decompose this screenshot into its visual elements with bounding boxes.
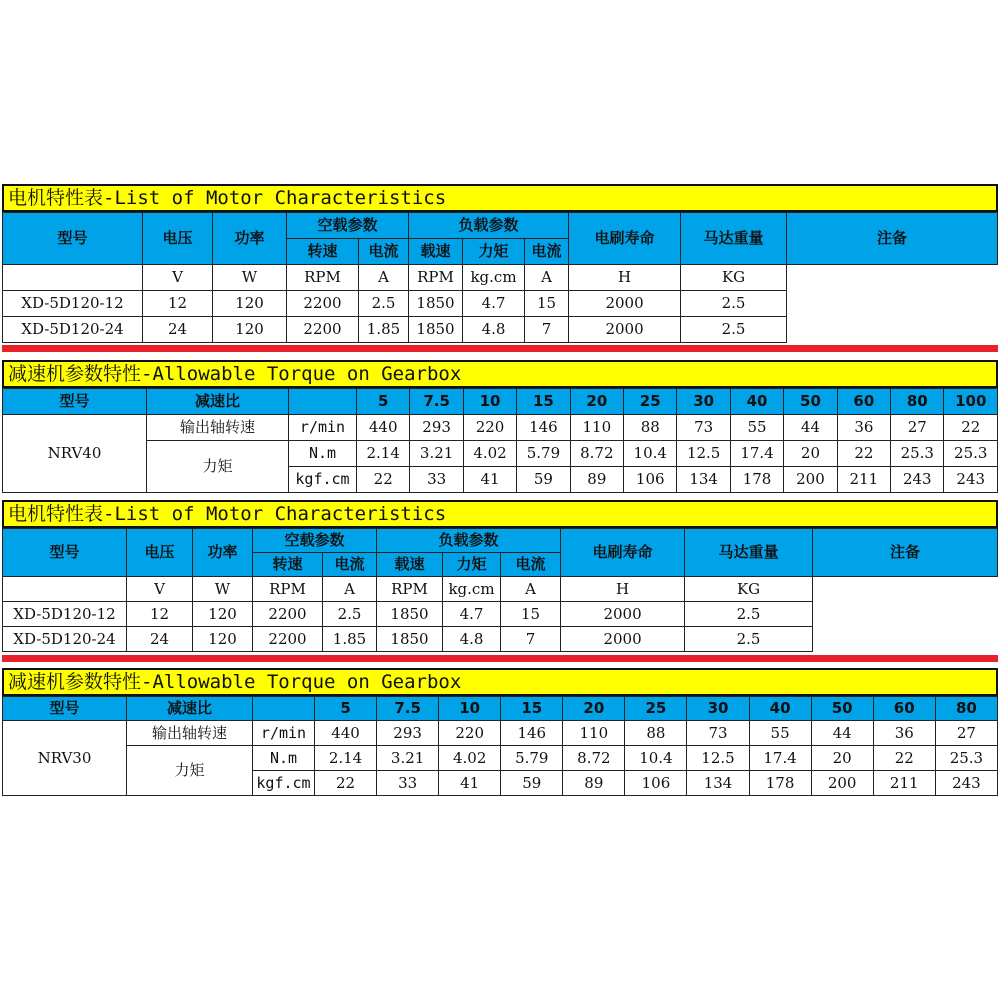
cell: XD-5D120-24: [3, 627, 127, 652]
cell: 36: [837, 415, 890, 441]
cell: 8.72: [563, 746, 625, 771]
cell: 89: [570, 467, 623, 493]
cell: 3.21: [410, 441, 463, 467]
cell: 17.4: [730, 441, 783, 467]
motor-table-1: [2, 184, 998, 343]
cell: 110: [563, 721, 625, 746]
ratio-cell: 60: [837, 389, 890, 415]
cell: 24: [127, 627, 193, 652]
cell: 200: [784, 467, 837, 493]
unit-cell: A: [525, 265, 569, 291]
ratio-cell: 10: [439, 697, 501, 721]
unit-cell: W: [213, 265, 287, 291]
cell: XD-5D120-24: [3, 317, 143, 343]
cell: 15: [501, 602, 561, 627]
header-ratio: 减速比: [147, 389, 289, 415]
cell: 243: [935, 771, 997, 796]
unit-rpm: r/min: [289, 415, 357, 441]
cell: 2200: [253, 627, 323, 652]
cell: 178: [730, 467, 783, 493]
cell: 73: [677, 415, 730, 441]
cell: 178: [749, 771, 811, 796]
unit-cell: [3, 577, 127, 602]
unit-cell: RPM: [409, 265, 463, 291]
ratio-cell: 80: [935, 697, 997, 721]
cell: 12.5: [677, 441, 730, 467]
cell: 2.5: [681, 317, 787, 343]
unit-cell: [3, 265, 143, 291]
motor-table-1-grid: [2, 212, 998, 343]
ratio-cell: 20: [563, 697, 625, 721]
unit-nm: N.m: [253, 746, 315, 771]
notes-cell: [813, 577, 998, 652]
cell: 12: [143, 291, 213, 317]
unit-cell: RPM: [253, 577, 323, 602]
cell: 7: [525, 317, 569, 343]
cell: 88: [624, 415, 677, 441]
cell: 220: [463, 415, 516, 441]
cell: 59: [517, 467, 570, 493]
ratio-cell: 7.5: [410, 389, 463, 415]
cell: 5.79: [517, 441, 570, 467]
ratio-cell: 80: [891, 389, 944, 415]
unit-cell: H: [561, 577, 685, 602]
cell: 5.79: [501, 746, 563, 771]
cell: 4.7: [443, 602, 501, 627]
header-current: 电流: [359, 239, 409, 265]
ratio-cell: 5: [315, 697, 377, 721]
unit-cell: RPM: [377, 577, 443, 602]
table-row: [3, 415, 998, 441]
cell: 24: [143, 317, 213, 343]
notes-cell: [787, 265, 998, 343]
unit-kgfcm: kgf.cm: [253, 771, 315, 796]
cell: 7: [501, 627, 561, 652]
unit-cell: V: [143, 265, 213, 291]
header-ratio: 减速比: [127, 697, 253, 721]
cell: 2000: [569, 317, 681, 343]
cell: 2.5: [323, 602, 377, 627]
cell: 27: [935, 721, 997, 746]
header-speed: 转速: [253, 553, 323, 577]
cell: 120: [193, 627, 253, 652]
header-load: 负载参数: [409, 213, 569, 239]
ratio-cell: 7.5: [377, 697, 439, 721]
cell: 2000: [561, 627, 685, 652]
cell: 2.5: [359, 291, 409, 317]
cell: 2.5: [685, 627, 813, 652]
cell: 4.7: [463, 291, 525, 317]
table-row: [3, 746, 998, 771]
header-power: 功率: [193, 529, 253, 577]
header-load-current: 电流: [501, 553, 561, 577]
cell: 1.85: [323, 627, 377, 652]
cell: 293: [377, 721, 439, 746]
motor-table-2: [2, 500, 998, 652]
header-model: 型号: [3, 697, 127, 721]
gearbox-table-1: [2, 360, 998, 493]
cell: 22: [315, 771, 377, 796]
motor-table-1-title: 电机特性表-List of Motor Characteristics: [2, 184, 998, 212]
cell: 25.3: [935, 746, 997, 771]
unit-cell: kg.cm: [443, 577, 501, 602]
ratio-cell: 30: [677, 389, 730, 415]
gearbox-table-2-grid: [2, 696, 998, 796]
cell: 89: [563, 771, 625, 796]
header-brush-life: 电刷寿命: [569, 213, 681, 265]
divider-bar: [2, 345, 998, 352]
header-speed: 转速: [287, 239, 359, 265]
cell: 55: [749, 721, 811, 746]
cell: 12.5: [687, 746, 749, 771]
cell: 44: [784, 415, 837, 441]
unit-nm: N.m: [289, 441, 357, 467]
cell: 200: [811, 771, 873, 796]
gearbox-table-1-title: 减速机参数特性-Allowable Torque on Gearbox: [2, 360, 998, 388]
cell: 134: [677, 467, 730, 493]
cell: 12: [127, 602, 193, 627]
cell: 243: [891, 467, 944, 493]
unit-cell: KG: [681, 265, 787, 291]
header-unit-blank: [253, 697, 315, 721]
header-load-speed: 载速: [377, 553, 443, 577]
cell: 1850: [377, 627, 443, 652]
cell: 110: [570, 415, 623, 441]
unit-cell: KG: [685, 577, 813, 602]
units-row: [3, 265, 998, 291]
cell: 220: [439, 721, 501, 746]
cell: XD-5D120-12: [3, 602, 127, 627]
cell: 120: [193, 602, 253, 627]
header-torque: 力矩: [443, 553, 501, 577]
cell: 146: [517, 415, 570, 441]
table-row: [3, 441, 998, 467]
divider-bar: [2, 655, 998, 662]
cell: 4.8: [463, 317, 525, 343]
unit-cell: A: [323, 577, 377, 602]
header-model: 型号: [3, 213, 143, 265]
cell: 2.5: [685, 602, 813, 627]
ratio-cell: 40: [730, 389, 783, 415]
ratio-cell: 5: [357, 389, 410, 415]
cell: 4.02: [463, 441, 516, 467]
cell: 1.85: [359, 317, 409, 343]
cell: 293: [410, 415, 463, 441]
ratio-cell: 10: [463, 389, 516, 415]
cell: 2200: [253, 602, 323, 627]
cell: 1850: [409, 317, 463, 343]
cell: 4.8: [443, 627, 501, 652]
cell: 146: [501, 721, 563, 746]
header-model: 型号: [3, 529, 127, 577]
ratio-cell: 50: [784, 389, 837, 415]
ratio-cell: 50: [811, 697, 873, 721]
header-power: 功率: [213, 213, 287, 265]
cell: 211: [873, 771, 935, 796]
ratio-cell: 100: [944, 389, 998, 415]
cell: 25.3: [891, 441, 944, 467]
ratio-cell: 20: [570, 389, 623, 415]
header-notes: 注备: [813, 529, 998, 577]
label-torque: 力矩: [127, 746, 253, 796]
cell: 120: [213, 291, 287, 317]
unit-rpm: r/min: [253, 721, 315, 746]
unit-cell: A: [501, 577, 561, 602]
cell: 2000: [561, 602, 685, 627]
cell: 1850: [409, 291, 463, 317]
cell: 33: [377, 771, 439, 796]
cell: 25.3: [944, 441, 998, 467]
cell: 27: [891, 415, 944, 441]
header-torque: 力矩: [463, 239, 525, 265]
gearbox-model: NRV40: [3, 415, 147, 493]
cell: 2.14: [315, 746, 377, 771]
cell: 120: [213, 317, 287, 343]
header-load-current: 电流: [525, 239, 569, 265]
header-unit-blank: [289, 389, 357, 415]
units-row: [3, 577, 998, 602]
cell: 4.02: [439, 746, 501, 771]
table-row: [3, 721, 998, 746]
cell: 22: [357, 467, 410, 493]
cell: 41: [463, 467, 516, 493]
header-notes: 注备: [787, 213, 998, 265]
cell: 440: [357, 415, 410, 441]
cell: XD-5D120-12: [3, 291, 143, 317]
cell: 73: [687, 721, 749, 746]
cell: 134: [687, 771, 749, 796]
cell: 59: [501, 771, 563, 796]
ratio-cell: 25: [624, 389, 677, 415]
cell: 2200: [287, 317, 359, 343]
label-output-speed: 输出轴转速: [127, 721, 253, 746]
cell: 41: [439, 771, 501, 796]
unit-cell: H: [569, 265, 681, 291]
header-current: 电流: [323, 553, 377, 577]
ratio-cell: 30: [687, 697, 749, 721]
gearbox-model: NRV30: [3, 721, 127, 796]
cell: 3.21: [377, 746, 439, 771]
unit-cell: A: [359, 265, 409, 291]
cell: 243: [944, 467, 998, 493]
cell: 10.4: [624, 441, 677, 467]
cell: 22: [873, 746, 935, 771]
motor-table-2-title: 电机特性表-List of Motor Characteristics: [2, 500, 998, 528]
cell: 44: [811, 721, 873, 746]
header-motor-weight: 马达重量: [681, 213, 787, 265]
cell: 1850: [377, 602, 443, 627]
gearbox-table-1-grid: [2, 388, 998, 493]
cell: 20: [811, 746, 873, 771]
cell: 10.4: [625, 746, 687, 771]
ratio-cell: 15: [517, 389, 570, 415]
unit-kgfcm: kgf.cm: [289, 467, 357, 493]
ratio-cell: 40: [749, 697, 811, 721]
cell: 106: [625, 771, 687, 796]
cell: 22: [944, 415, 998, 441]
gearbox-table-2-title: 减速机参数特性-Allowable Torque on Gearbox: [2, 668, 998, 696]
unit-cell: kg.cm: [463, 265, 525, 291]
label-output-speed: 输出轴转速: [147, 415, 289, 441]
unit-cell: V: [127, 577, 193, 602]
unit-cell: RPM: [287, 265, 359, 291]
ratio-cell: 25: [625, 697, 687, 721]
header-brush-life: 电刷寿命: [561, 529, 685, 577]
cell: 2000: [569, 291, 681, 317]
cell: 36: [873, 721, 935, 746]
label-torque: 力矩: [147, 441, 289, 493]
cell: 88: [625, 721, 687, 746]
cell: 20: [784, 441, 837, 467]
header-voltage: 电压: [143, 213, 213, 265]
header-noload: 空载参数: [287, 213, 409, 239]
header-motor-weight: 马达重量: [685, 529, 813, 577]
cell: 440: [315, 721, 377, 746]
unit-cell: W: [193, 577, 253, 602]
cell: 211: [837, 467, 890, 493]
motor-table-2-grid: [2, 528, 998, 652]
cell: 55: [730, 415, 783, 441]
gearbox-table-2: [2, 668, 998, 796]
header-voltage: 电压: [127, 529, 193, 577]
cell: 2.14: [357, 441, 410, 467]
cell: 33: [410, 467, 463, 493]
ratio-cell: 60: [873, 697, 935, 721]
header-load-speed: 载速: [409, 239, 463, 265]
cell: 22: [837, 441, 890, 467]
cell: 17.4: [749, 746, 811, 771]
header-model: 型号: [3, 389, 147, 415]
cell: 2.5: [681, 291, 787, 317]
cell: 106: [624, 467, 677, 493]
cell: 8.72: [570, 441, 623, 467]
header-load: 负载参数: [377, 529, 561, 553]
cell: 15: [525, 291, 569, 317]
cell: 2200: [287, 291, 359, 317]
header-noload: 空载参数: [253, 529, 377, 553]
ratio-cell: 15: [501, 697, 563, 721]
